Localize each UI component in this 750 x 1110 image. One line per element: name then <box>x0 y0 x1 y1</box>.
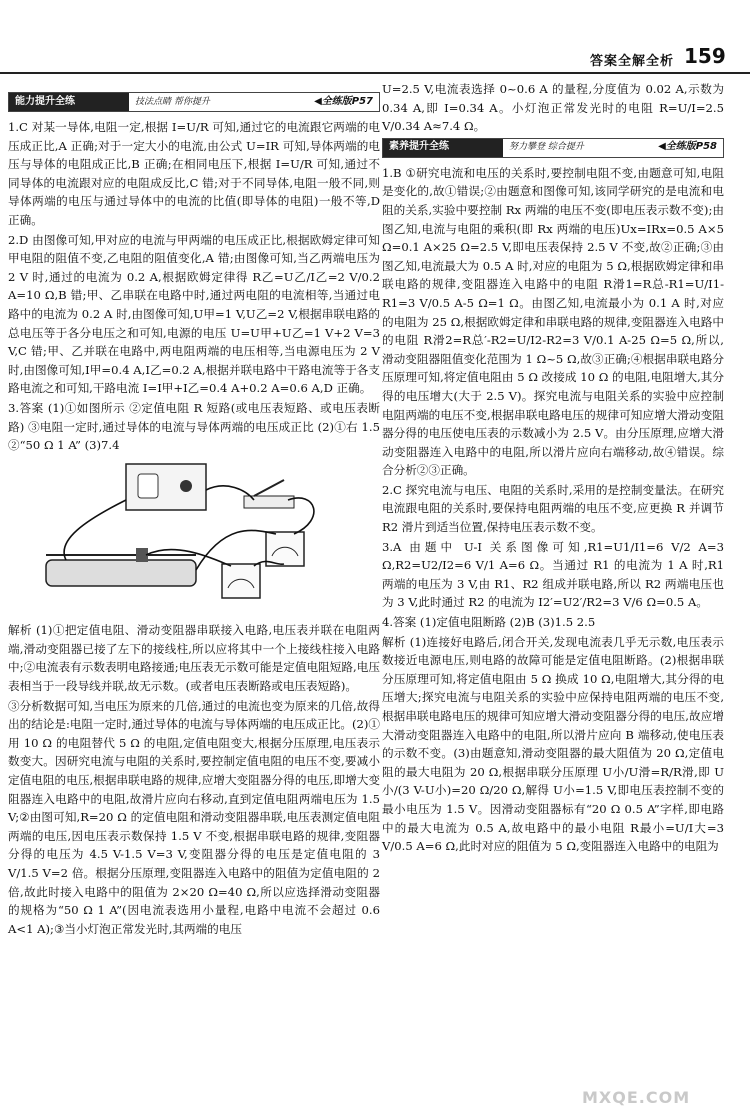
header-title: 答案全解全析 <box>590 54 675 69</box>
page-header <box>0 0 750 76</box>
answer-1b: 1.B ①研究电流和电压的关系时,要控制电阻不变,由题意可知,电阻是变化的,故①错误;②由题意和图像可知,该同学研究的是电流和电阻的关系,实验中要控制 Rx 两端的电压不变(即电压表示数不变);由图乙知,电流与电阻的乘积(即 Rx 两端的电压)Ux=IRx=0.5 A×5 Ω=0.1 A×25 Ω=2.5 V,即电压表保持 2.5 V 不变,故②正确;③由图乙知,电流最大为 0.5 A 时,对应的电阻为 5 Ω,根据欧姆定律和串联电路的规律,变阻器连入电路中的电阻 R滑1=R总-R1=U/I1-R1=3 V/0.5 A-5 Ω=1 Ω。由图乙知,电流最小为 0.1 A 时,对应的电阻为 25 Ω,根据欧姆定律和串联电路的规律,变阻器连入电路中的电阻 R滑2=R总′-R2=U/I2-R2=3 V/0.1 A-25 Ω=5 Ω,所以,滑动变阻器阻值变化范围为 1 Ω~5 Ω,故③正确;④根据串联电路分压原理可知,将定值电阻由 5 Ω 改接成 10 Ω 的电阻,电阻增大,其分得的电压增大(大于 2.5 V)。探究电流与电阻关系的实验中应控制电阻两端的电压不变,根据串联电路电压的规律可知应增大滑动变阻器分得的电压使电压表的示数减小为 2.5 V。由分压原理,应增大滑动变阻器连入电路中的电阻,所以滑片应向右端移动,故④错误。综合分析②③正确。 <box>382 165 724 478</box>
answer-1: 1.C 对某一导体,电阻一定,根据 I=U/R 可知,通过它的电流跟它两端的电压成正比,A 正确;对于一定大小的电流,由公式 U=IR 可知,导体两端的电压与导体的电阻成正比,B 正确;在相同电压下,根据 I=U/R 可知,通过不同导体的电流跟对应的电阻成反比,C 错;对于不同导体,电阻一般不同,则导体两端的电压与通过导体中的电流的比值(即导体的电阻)一般不等,D 正确。 <box>8 120 380 227</box>
banner-label: 素养提升全练 <box>383 139 503 157</box>
answer-3b: 3.A 由题中 U-I 关系图像可知,R1=U1/I1=6 V/2 A=3 Ω,R2=U2/I2=6 V/1 A=6 Ω。当通过 R1 的电流为 1 A 时,R1 两端的电压为 3 V,由 R1、R2 组成并联电路,所以 R2 两端电压也为 3 V,此时通过 R2 的电流为 I2′=U2′/R2=3 V/6 Ω=0.5 A。 <box>382 539 724 610</box>
banner-page-ref: ◀全练版P57 <box>314 95 373 107</box>
left-column <box>8 90 380 939</box>
page-number: 159 <box>684 44 726 68</box>
banner-page-ref: ◀全练版P58 <box>658 141 717 153</box>
header-rule <box>0 72 750 74</box>
switch <box>244 480 294 508</box>
answer-4b: 4.答案 (1)定值电阻断路 (2)B (3)1.5 2.5 <box>382 615 596 630</box>
answer-3: 3.答案 (1)①如图所示 ②定值电阻 R 短路(或电压表短路、或电压表断路) ③电阻一定时,通过导体的电流与导体两端的电压成正比 (2)①右 1.5 ②“50 Ω 1 A” (3)7.4 <box>8 400 380 453</box>
banner-label: 能力提升全练 <box>9 93 129 111</box>
analysis-3-part1: 解析 (1)①把定值电阻、滑动变阻器串联接入电路,电压表并联在电阻两端,滑动变阻器已接了左下的接线柱,所以应将其中一个上接线柱接入电路中;②电流表有示数表明电路接通;电压表无示数可能是定值电阻短路,电压表相当于一段导线并联,故无示数。(或者电压表断路或电压表短路)。 <box>8 623 380 694</box>
analysis-4b: 解析 (1)连接好电路后,闭合开关,发现电流表几乎无示数,电压表示数接近电源电压,则电路的故障可能是定值电阻断路。(2)根据串联分压原理可知,将定值电阻由 5 Ω 换成 10 Ω,电阻增大,其分得的电压增大;探究电流与电阻关系的实验中应保持电阻两端的电压不变,根据串联电路电压的规律可知应增大滑动变阻器分得的电压,故应增大滑动变阻器连入电路中的电阻,所以滑片应向 B 端移动,使电压表的示数不变。(3)由题意知,滑动变阻器的最大阻值为 20 Ω,定值电阻的最大电阻为 20 Ω,根据串联分压原理 U小/U滑=R/R滑,即 U小/(3 V-U小)=20 Ω/20 Ω,解得 U小=1.5 V,即电压表控制不变的最小电压为 1.5 V。因滑动变阻器标有“20 Ω 0.5 A”字样,即电路中的最大电流为 0.5 A,故电路中的最小电阻 R最小=U/I大=3 V/0.5 A=6 Ω,此时对应的阻值为 5 Ω,变阻器连入电路中的电阻为 <box>382 634 724 854</box>
rheostat <box>46 548 196 586</box>
answer-2b: 2.C 探究电流与电压、电阻的关系时,采用的是控制变量法。在研究电流跟电阻的关系时,要保持电阻两端的电压不变,应更换 R 并调节 R2 滑片到适当位置,保持电压表示数不变。 <box>382 482 724 535</box>
circuit-diagram-figure <box>26 460 356 610</box>
battery-box <box>126 464 206 510</box>
banner-subtitle: 努力攀登 综合提升 <box>509 142 584 153</box>
right-column <box>382 80 724 857</box>
banner-subtitle: 技法点睛 帮你提升 <box>135 96 210 107</box>
voltmeter <box>222 564 260 598</box>
section-banner-literacy <box>382 138 724 158</box>
analysis-3-part2: ③分析数据可知,当电压为原来的几倍,通过的电流也变为原来的几倍,故得出的结论是:电阻一定时,通过导体的电流与导体两端的电压成正比。(2)①用 10 Ω 的电阻替代 5 Ω 的电阻,定值电阻变大,根据分压原理,电压表示数变大。因研究电流与电阻的关系时,要控制定值电阻的电压不变,要减小定值电阻的电压,根据串联电路的规律,应增大变阻器分得的电压,即增大变阻器连入电路中的电阻,故滑片应向右移动,直到定值电阻两端电压为 1.5 V;②由图可知,R=20 Ω 的定值电阻和滑动变阻器串联,电压表测定值电阻两端的电压,因电压表示数保持 1.5 V 不变,根据串联电路的规律,变阻器分得的电压为 4.5 V-1.5 V=3 V,变阻器分得的电压是定值电阻的 3 V/1.5 V=2 倍。根据分压原理,变阻器连入电路中的阻值为定值电阻的 2 倍,故此时接入电路中的阻值为 2×20 Ω=40 Ω,所以应选择滑动变阻器的规格为“50 Ω 1 A”(因电流表选用小量程,电路中电流不会超过 0.6 A<1 A);③当小灯泡正常发光时,其两端的电压 <box>8 698 380 936</box>
section-banner-ability <box>8 92 380 112</box>
analysis-3-continued: U=2.5 V,电流表选择 0~0.6 A 的量程,分度值为 0.02 A,示数为 0.34 A,即 I=0.34 A。小灯泡正常发光时的电阻 R=U/I=2.5 V/0.34 A≈7.4 Ω。 <box>382 82 724 134</box>
watermark: MXQE.COM <box>582 1088 691 1107</box>
answer-2: 2.D 由图像可知,甲对应的电流与甲两端的电压成正比,根据欧姆定律可知甲电阻的阻值不变,乙电阻的阻值变化,A 错;由图像可知,当乙两端电压为 2 V 时,通过的电流为 0.2 A,根据欧姆定律得 R乙=U乙/I乙=2 V/0.2 A=10 Ω,B 错;甲、乙串联在电路中时,通过两电阻的电流相等,当通过电路中的电流为 0.2 A 时,由图像可知,U甲=1 V,U乙=2 V,根据串联电路的总电压等于各分电压之和可知,电源的电压 U=U甲+U乙=1 V+2 V=3 V,C 错;甲、乙并联在电路中,两电阻两端的电压相等,当电源电压为 2 V 时,由图像可知,I甲=0.4 A,I乙=0.2 A,根据并联电路中干路电流等于各支路电流之和可知,干路电流 I=I甲+I乙=0.4 A+0.2 A=0.6 A,D 正确。 <box>8 232 380 396</box>
ammeter <box>266 532 304 566</box>
